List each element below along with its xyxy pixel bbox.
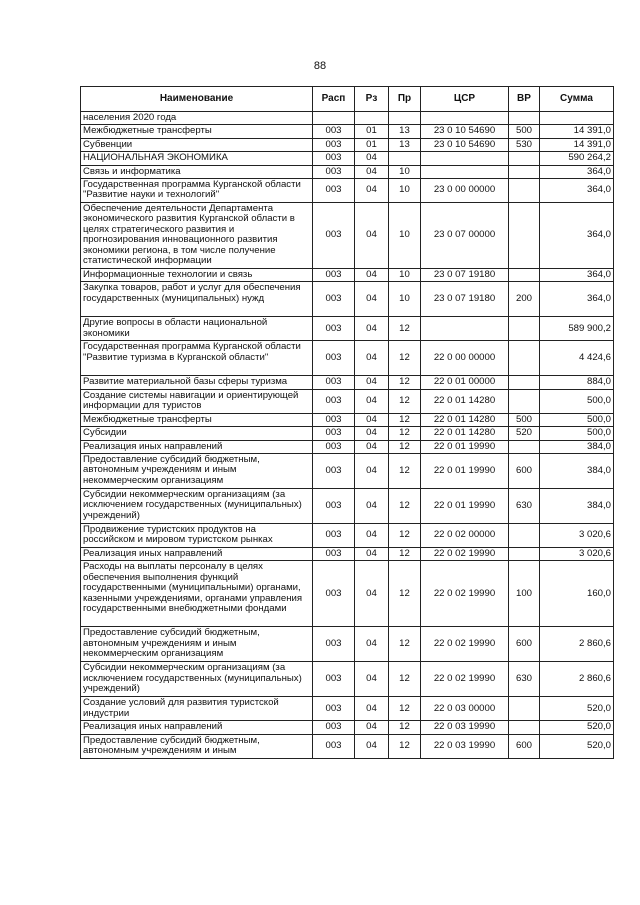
cell-pr: 12 (389, 427, 421, 440)
cell-rz: 01 (355, 125, 389, 138)
cell-csr: 22 0 01 14280 (421, 389, 509, 413)
table-row (81, 389, 614, 413)
table-row (81, 561, 614, 627)
header-rasp: Расп (313, 87, 355, 112)
cell-rasp: 003 (313, 697, 355, 721)
cell-name: Предоставление субсидий бюджетным, автономным учреждениям и иным некоммерческим организациям (81, 454, 313, 489)
header-vr: ВР (509, 87, 540, 112)
cell-vr (509, 440, 540, 453)
cell-pr: 12 (389, 561, 421, 627)
table-row (81, 548, 614, 561)
cell-rasp: 003 (313, 524, 355, 548)
cell-rz: 04 (355, 152, 389, 165)
cell-rz: 04 (355, 561, 389, 627)
table-row (81, 697, 614, 721)
table-row (81, 489, 614, 524)
cell-vr (509, 548, 540, 561)
table-row (81, 524, 614, 548)
cell-name: Субсидии некоммерческим организациям (за исключением государственных (муниципальных) учреждений) (81, 489, 313, 524)
cell-pr (389, 152, 421, 165)
cell-sum: 2 860,6 (540, 627, 614, 662)
cell-rz: 04 (355, 269, 389, 282)
cell-pr: 12 (389, 721, 421, 734)
cell-name: Развитие материальной базы сферы туризма (81, 376, 313, 389)
header-sum: Сумма (540, 87, 614, 112)
cell-rz: 04 (355, 489, 389, 524)
cell-rasp: 003 (313, 317, 355, 341)
cell-sum: 2 860,6 (540, 662, 614, 697)
cell-rz: 04 (355, 165, 389, 178)
cell-pr (389, 112, 421, 125)
cell-sum: 4 424,6 (540, 341, 614, 376)
cell-rasp (313, 112, 355, 125)
cell-rz: 04 (355, 734, 389, 758)
cell-rz: 04 (355, 627, 389, 662)
table-row (81, 317, 614, 341)
cell-pr: 12 (389, 341, 421, 376)
budget-table (80, 86, 614, 759)
cell-vr: 600 (509, 734, 540, 758)
cell-csr: 23 0 07 00000 (421, 203, 509, 269)
cell-sum (540, 112, 614, 125)
cell-vr (509, 317, 540, 341)
cell-rasp: 003 (313, 389, 355, 413)
table-row (81, 454, 614, 489)
cell-csr: 23 0 10 54690 (421, 125, 509, 138)
cell-sum: 520,0 (540, 697, 614, 721)
table-row (81, 662, 614, 697)
table-row (81, 427, 614, 440)
cell-name: Межбюджетные трансферты (81, 413, 313, 426)
cell-rz: 04 (355, 282, 389, 317)
cell-rz: 04 (355, 389, 389, 413)
cell-rasp: 003 (313, 489, 355, 524)
cell-sum: 364,0 (540, 282, 614, 317)
cell-vr: 500 (509, 413, 540, 426)
cell-name: Продвижение туристских продуктов на российском и мировом туристском рынках (81, 524, 313, 548)
cell-vr (509, 269, 540, 282)
table-body (81, 112, 614, 759)
table-row (81, 152, 614, 165)
table-row (81, 179, 614, 203)
cell-rz: 04 (355, 454, 389, 489)
cell-csr (421, 112, 509, 125)
cell-csr (421, 165, 509, 178)
cell-rz: 04 (355, 179, 389, 203)
cell-vr (509, 721, 540, 734)
cell-csr: 22 0 01 14280 (421, 427, 509, 440)
table-row (81, 413, 614, 426)
cell-sum: 384,0 (540, 454, 614, 489)
cell-name: Субвенции (81, 138, 313, 151)
cell-rz: 04 (355, 662, 389, 697)
cell-name: Закупка товаров, работ и услуг для обеспечения государственных (муниципальных) нужд (81, 282, 313, 317)
cell-pr: 12 (389, 376, 421, 389)
cell-pr: 12 (389, 489, 421, 524)
cell-sum: 384,0 (540, 440, 614, 453)
cell-csr: 22 0 03 00000 (421, 697, 509, 721)
cell-csr (421, 152, 509, 165)
cell-pr: 12 (389, 389, 421, 413)
cell-rasp: 003 (313, 413, 355, 426)
header-name: Наименование (81, 87, 313, 112)
cell-csr: 22 0 02 00000 (421, 524, 509, 548)
table-row (81, 269, 614, 282)
cell-rasp: 003 (313, 662, 355, 697)
cell-name: Создание условий для развития туристской индустрии (81, 697, 313, 721)
table-row (81, 341, 614, 376)
cell-sum: 500,0 (540, 389, 614, 413)
cell-sum: 364,0 (540, 179, 614, 203)
cell-csr: 22 0 02 19990 (421, 662, 509, 697)
cell-pr: 12 (389, 548, 421, 561)
cell-pr: 12 (389, 627, 421, 662)
table-row (81, 734, 614, 758)
cell-csr: 22 0 02 19990 (421, 548, 509, 561)
cell-name: Предоставление субсидий бюджетным, автономным учреждениям и иным (81, 734, 313, 758)
cell-name: Реализация иных направлений (81, 440, 313, 453)
header-csr: ЦСР (421, 87, 509, 112)
cell-rz: 04 (355, 524, 389, 548)
cell-rz: 04 (355, 548, 389, 561)
cell-rasp: 003 (313, 125, 355, 138)
cell-rasp: 003 (313, 454, 355, 489)
cell-csr (421, 317, 509, 341)
cell-rz: 04 (355, 341, 389, 376)
header-pr: Пр (389, 87, 421, 112)
cell-rasp: 003 (313, 627, 355, 662)
table-row (81, 440, 614, 453)
cell-sum: 520,0 (540, 734, 614, 758)
cell-sum: 160,0 (540, 561, 614, 627)
cell-csr: 23 0 10 54690 (421, 138, 509, 151)
cell-vr (509, 152, 540, 165)
cell-name: Субсидии некоммерческим организациям (за исключением государственных (муниципальных) учреждений) (81, 662, 313, 697)
page-number: 88 (313, 60, 327, 72)
cell-rz: 04 (355, 697, 389, 721)
cell-csr: 22 0 00 00000 (421, 341, 509, 376)
cell-vr: 520 (509, 427, 540, 440)
cell-csr: 22 0 01 00000 (421, 376, 509, 389)
cell-rasp: 003 (313, 269, 355, 282)
cell-rz: 04 (355, 440, 389, 453)
cell-pr: 12 (389, 413, 421, 426)
cell-rz: 04 (355, 376, 389, 389)
table-header (81, 87, 614, 112)
cell-csr: 23 0 07 19180 (421, 282, 509, 317)
cell-sum: 3 020,6 (540, 548, 614, 561)
cell-csr: 22 0 02 19990 (421, 561, 509, 627)
cell-pr: 12 (389, 440, 421, 453)
cell-vr: 500 (509, 125, 540, 138)
cell-name: населения 2020 года (81, 112, 313, 125)
cell-name: Обеспечение деятельности Департамента экономического развития Курганской области в целях стратегического развития и прогнозирования инновационного развития экономики региона, в том числе получение статистической информации (81, 203, 313, 269)
cell-sum: 364,0 (540, 269, 614, 282)
cell-name: Информационные технологии и связь (81, 269, 313, 282)
header-row (81, 87, 614, 112)
cell-pr: 12 (389, 524, 421, 548)
cell-vr (509, 112, 540, 125)
cell-pr: 12 (389, 734, 421, 758)
cell-vr: 100 (509, 561, 540, 627)
cell-vr (509, 165, 540, 178)
cell-vr: 630 (509, 662, 540, 697)
cell-vr (509, 697, 540, 721)
cell-sum: 364,0 (540, 203, 614, 269)
cell-csr: 22 0 03 19990 (421, 721, 509, 734)
cell-pr: 10 (389, 165, 421, 178)
cell-sum: 500,0 (540, 413, 614, 426)
cell-rasp: 003 (313, 376, 355, 389)
cell-rasp: 003 (313, 152, 355, 165)
cell-rasp: 003 (313, 427, 355, 440)
cell-vr: 200 (509, 282, 540, 317)
cell-rasp: 003 (313, 203, 355, 269)
cell-sum: 384,0 (540, 489, 614, 524)
cell-rasp: 003 (313, 561, 355, 627)
cell-csr: 22 0 02 19990 (421, 627, 509, 662)
cell-rz: 04 (355, 721, 389, 734)
cell-rasp: 003 (313, 548, 355, 561)
table-row (81, 112, 614, 125)
cell-name: Реализация иных направлений (81, 548, 313, 561)
cell-rasp: 003 (313, 440, 355, 453)
cell-rasp: 003 (313, 734, 355, 758)
cell-sum: 14 391,0 (540, 125, 614, 138)
table-row (81, 165, 614, 178)
cell-csr: 23 0 00 00000 (421, 179, 509, 203)
cell-csr: 22 0 03 19990 (421, 734, 509, 758)
cell-rz: 04 (355, 413, 389, 426)
cell-sum: 3 020,6 (540, 524, 614, 548)
cell-pr: 12 (389, 454, 421, 489)
cell-name: Предоставление субсидий бюджетным, автономным учреждениям и иным некоммерческим организациям (81, 627, 313, 662)
header-rz: Рз (355, 87, 389, 112)
cell-pr: 10 (389, 179, 421, 203)
cell-rasp: 003 (313, 179, 355, 203)
cell-vr: 600 (509, 627, 540, 662)
cell-pr: 12 (389, 317, 421, 341)
cell-name: НАЦИОНАЛЬНАЯ ЭКОНОМИКА (81, 152, 313, 165)
cell-rz: 04 (355, 203, 389, 269)
cell-vr (509, 376, 540, 389)
cell-name: Другие вопросы в области национальной экономики (81, 317, 313, 341)
cell-sum: 500,0 (540, 427, 614, 440)
cell-rasp: 003 (313, 138, 355, 151)
cell-vr (509, 524, 540, 548)
cell-name: Государственная программа Курганской области "Развитие науки и технологий" (81, 179, 313, 203)
cell-name: Связь и информатика (81, 165, 313, 178)
cell-pr: 12 (389, 662, 421, 697)
cell-vr (509, 179, 540, 203)
cell-pr: 10 (389, 269, 421, 282)
cell-csr: 22 0 01 19990 (421, 489, 509, 524)
cell-vr (509, 341, 540, 376)
table-row (81, 376, 614, 389)
cell-sum: 884,0 (540, 376, 614, 389)
cell-vr: 530 (509, 138, 540, 151)
cell-rz: 01 (355, 138, 389, 151)
cell-vr (509, 389, 540, 413)
cell-csr: 22 0 01 19990 (421, 454, 509, 489)
cell-vr: 630 (509, 489, 540, 524)
cell-rz (355, 112, 389, 125)
table-row (81, 203, 614, 269)
cell-pr: 12 (389, 697, 421, 721)
cell-pr: 10 (389, 282, 421, 317)
cell-csr: 22 0 01 14280 (421, 413, 509, 426)
cell-vr (509, 203, 540, 269)
cell-pr: 10 (389, 203, 421, 269)
cell-rz: 04 (355, 317, 389, 341)
cell-rasp: 003 (313, 341, 355, 376)
cell-pr: 13 (389, 138, 421, 151)
cell-rasp: 003 (313, 282, 355, 317)
cell-sum: 520,0 (540, 721, 614, 734)
cell-name: Межбюджетные трансферты (81, 125, 313, 138)
cell-name: Расходы на выплаты персоналу в целях обеспечения выполнения функций государственными (муниципальными) органами, казенными учреждениями, органами управления государственными внебюджетными фондами (81, 561, 313, 627)
cell-sum: 589 900,2 (540, 317, 614, 341)
cell-name: Субсидии (81, 427, 313, 440)
cell-csr: 23 0 07 19180 (421, 269, 509, 282)
cell-name: Государственная программа Курганской области "Развитие туризма в Курганской области" (81, 341, 313, 376)
cell-rasp: 003 (313, 165, 355, 178)
cell-sum: 14 391,0 (540, 138, 614, 151)
cell-rasp: 003 (313, 721, 355, 734)
table-row (81, 721, 614, 734)
cell-pr: 13 (389, 125, 421, 138)
cell-vr: 600 (509, 454, 540, 489)
cell-name: Реализация иных направлений (81, 721, 313, 734)
cell-rz: 04 (355, 427, 389, 440)
cell-csr: 22 0 01 19990 (421, 440, 509, 453)
table-row (81, 125, 614, 138)
cell-name: Создание системы навигации и ориентирующей информации для туристов (81, 389, 313, 413)
cell-sum: 590 264,2 (540, 152, 614, 165)
cell-sum: 364,0 (540, 165, 614, 178)
table-row (81, 282, 614, 317)
table-row (81, 627, 614, 662)
table-row (81, 138, 614, 151)
